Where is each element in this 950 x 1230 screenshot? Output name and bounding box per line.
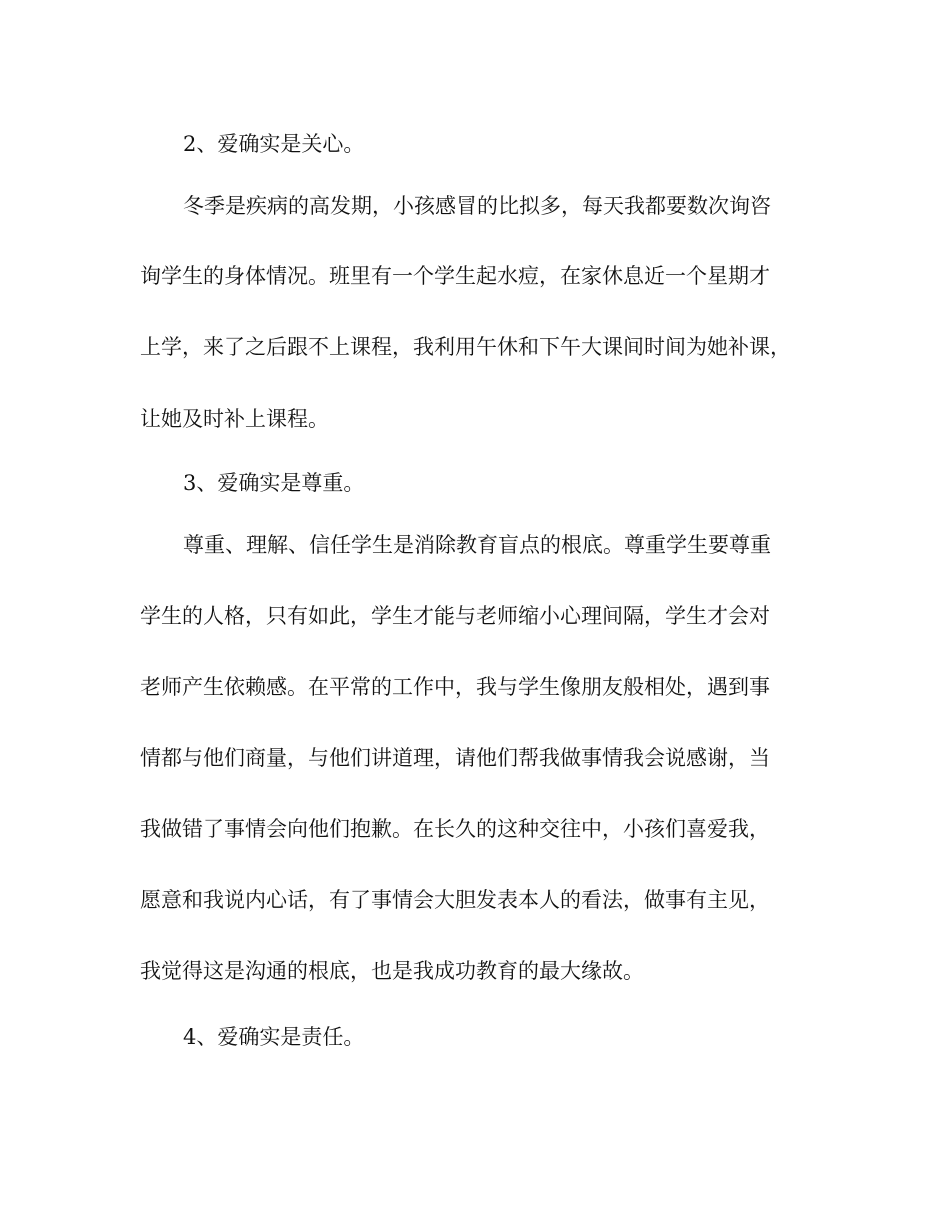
- heading-love-is-care: 2、爱确实是关心。: [183, 132, 365, 156]
- paragraph-line: 学生的人格，只有如此，学生才能与老师缩小心理间隔，学生才会对: [140, 604, 770, 628]
- paragraph-line: 愿意和我说内心话，有了事情会大胆发表本人的看法，做事有主见，: [140, 888, 770, 912]
- paragraph-line: 询学生的身体情况。班里有一个学生起水痘，在家休息近一个星期才: [140, 264, 770, 288]
- paragraph-line: 尊重、理解、信任学生是消除教育盲点的根底。尊重学生要尊重: [183, 533, 771, 557]
- heading-love-is-respect: 3、爱确实是尊重。: [183, 471, 365, 495]
- paragraph-line: 让她及时补上课程。: [140, 407, 329, 431]
- paragraph-line: 老师产生依赖感。在平常的工作中，我与学生像朋友般相处，遇到事: [140, 675, 770, 699]
- paragraph-line: 我做错了事情会向他们抱歉。在长久的这种交往中，小孩们喜爱我，: [140, 817, 770, 841]
- heading-love-is-responsibility: 4、爱确实是责任。: [183, 1025, 365, 1049]
- paragraph-line: 我觉得这是沟通的根底，也是我成功教育的最大缘故。: [140, 959, 644, 983]
- paragraph-line: 情都与他们商量，与他们讲道理，请他们帮我做事情我会说感谢，当: [140, 746, 770, 770]
- paragraph-line: 上学，来了之后跟不上课程，我利用午休和下午大课间时间为她补课，: [140, 335, 791, 359]
- paragraph-line: 冬季是疾病的高发期，小孩感冒的比拟多，每天我都要数次询咨: [183, 194, 771, 218]
